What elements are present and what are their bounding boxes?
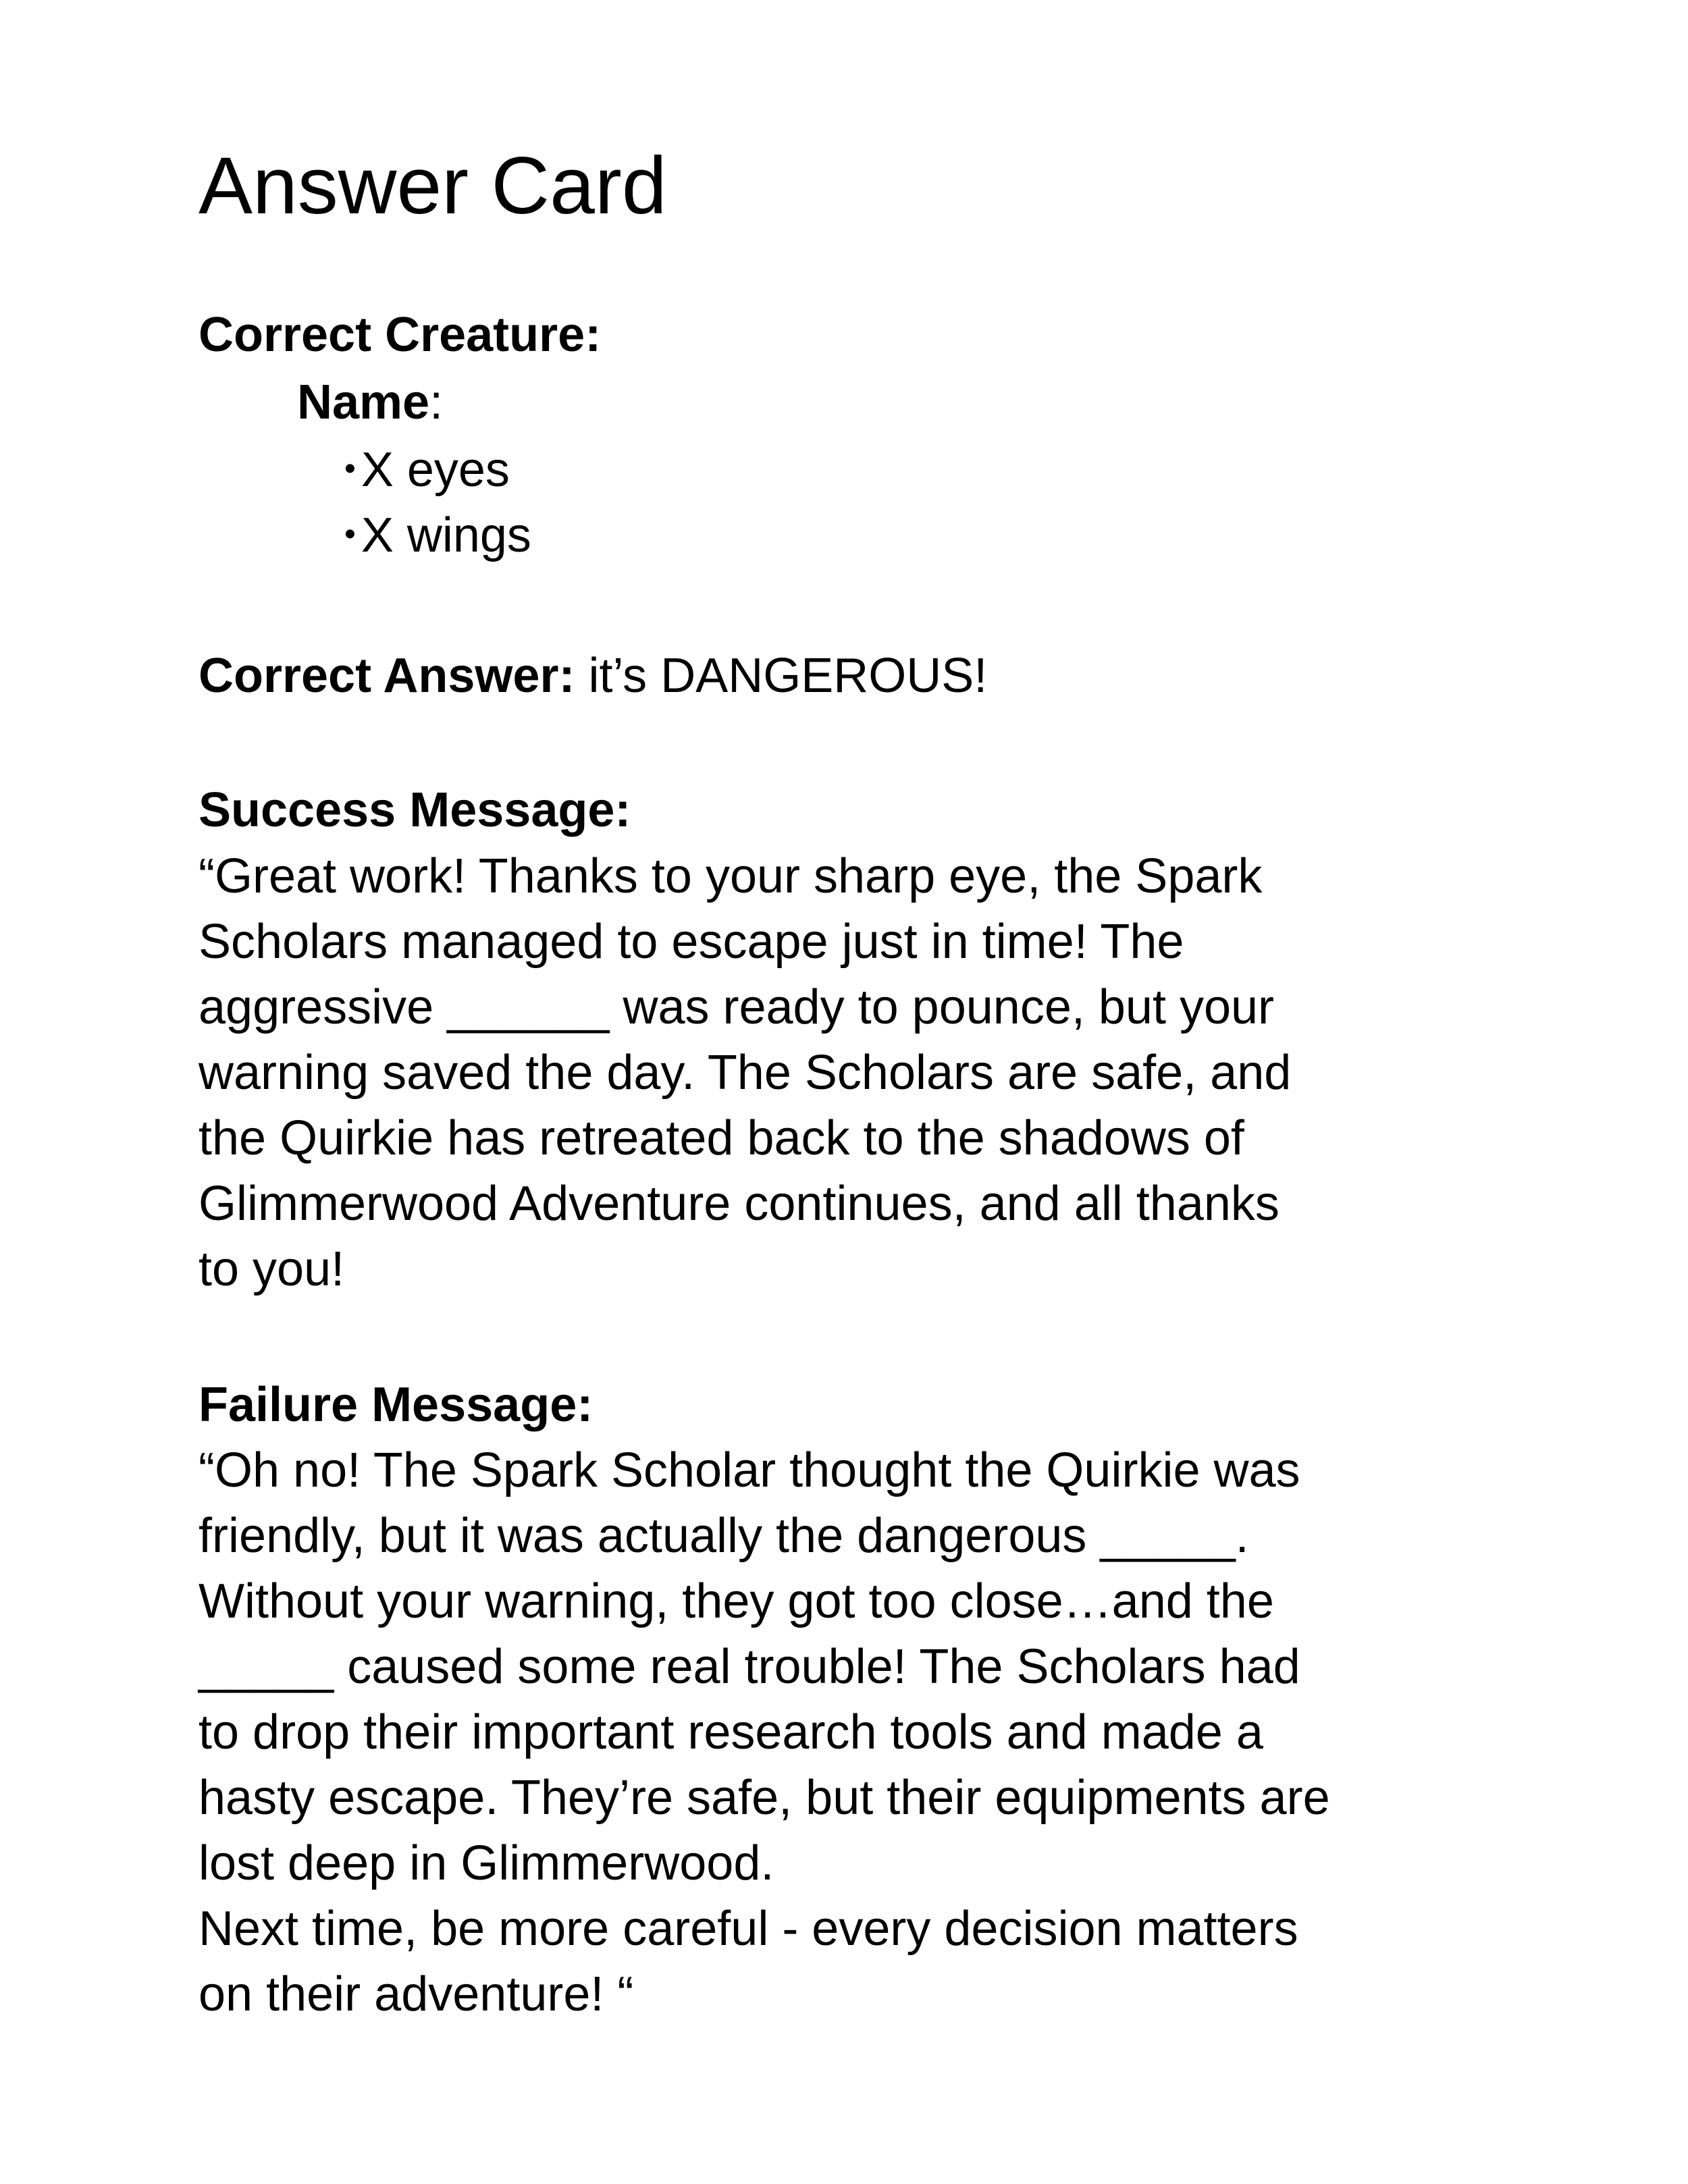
name-label: Name: [297, 375, 430, 429]
failure-line: hasty escape. They’re safe, but their equipments are: [199, 1771, 1330, 1825]
correct-answer-value: it’s DANGEROUS!: [575, 649, 988, 703]
name-row: [297, 370, 443, 435]
failure-line: to drop their important research tools and made a: [199, 1705, 1263, 1759]
failure-line: _____ caused some real trouble! The Scholars had: [199, 1640, 1300, 1694]
trait-text: X wings: [361, 508, 531, 562]
success-heading: Success Message:: [199, 783, 631, 837]
failure-line: on their adventure! “: [199, 1967, 634, 2021]
trait-item: [344, 436, 510, 503]
success-line: Scholars managed to escape just in time! The: [199, 915, 1184, 969]
success-line: Glimmerwood Adventure continues, and all thanks: [199, 1177, 1280, 1231]
success-line: “Great work! Thanks to your sharp eye, the Spark: [199, 849, 1263, 903]
failure-line: lost deep in Glimmerwood.: [199, 1836, 774, 1890]
correct-answer-label: Correct Answer:: [199, 649, 575, 703]
trait-item: [344, 502, 531, 568]
success-line: aggressive ______ was ready to pounce, but your: [199, 980, 1275, 1034]
success-line: to you!: [199, 1242, 345, 1296]
failure-line: friendly, but it was actually the dangerous _____.: [199, 1509, 1249, 1563]
success-line: the Quirkie has retreated back to the shadows of: [199, 1111, 1244, 1165]
correct-creature-heading: Correct Creature:: [199, 308, 602, 362]
page-title: Answer Card: [199, 140, 667, 231]
bullet-icon: •: [344, 516, 356, 552]
name-colon: :: [429, 375, 444, 429]
failure-line: “Oh no! The Spark Scholar thought the Quirkie was: [199, 1443, 1300, 1497]
trait-text: X eyes: [361, 443, 510, 497]
bullet-icon: •: [344, 451, 356, 487]
failure-line: Next time, be more careful - every decision matters: [199, 1902, 1298, 1956]
failure-heading: Failure Message:: [199, 1378, 594, 1432]
correct-answer-row: [199, 643, 987, 709]
failure-line: Without your warning, they got too close…and the: [199, 1574, 1274, 1628]
success-line: warning saved the day. The Scholars are safe, and: [199, 1046, 1292, 1100]
